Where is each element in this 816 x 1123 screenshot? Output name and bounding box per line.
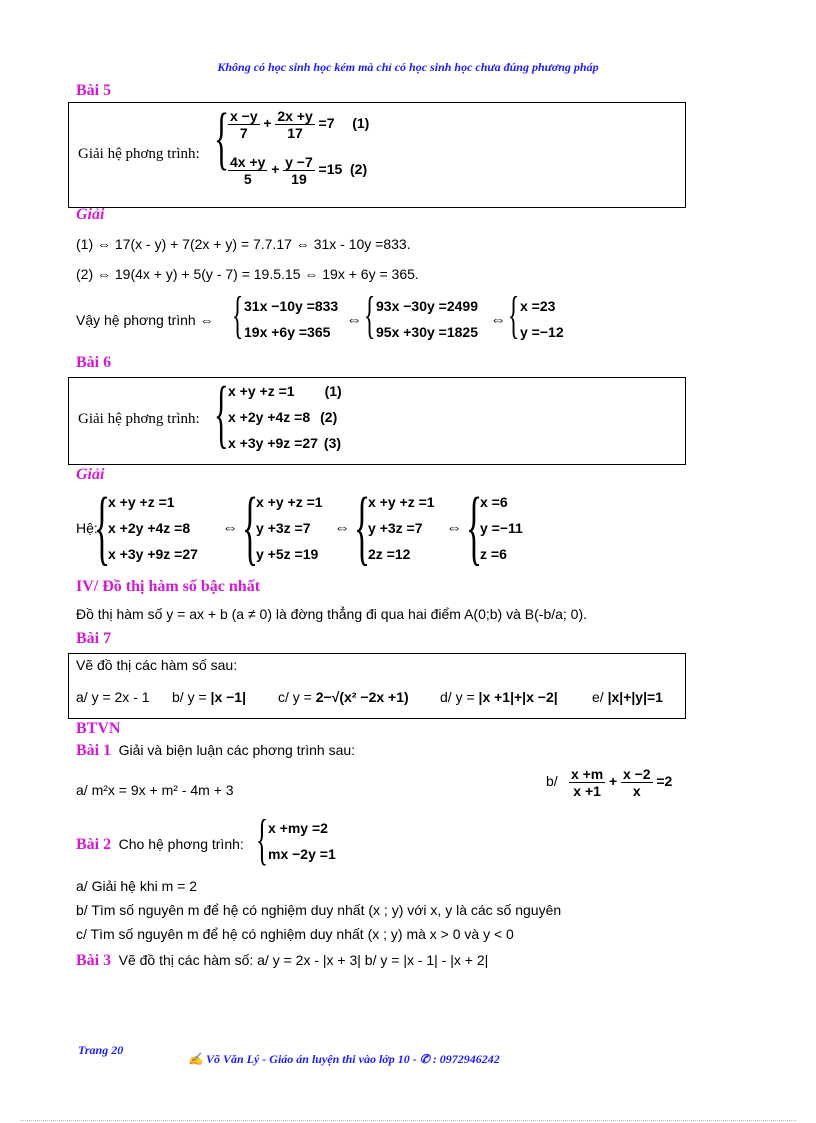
- sys2-line1: 93x −30y =2499: [376, 298, 478, 314]
- bai5-title: Bài 5: [76, 82, 112, 99]
- btvn-bai1: Bài 1 Giải và biện luận các phơng trình sau:: [76, 742, 356, 759]
- footer-divider: [20, 1120, 796, 1121]
- bai5-step2: (2) ⇔ 19(4x + y) + 5(y - 7) = 19.5.15 ⇔ 19x + 6y = 365.: [76, 266, 419, 282]
- btvn-title: BTVN: [76, 720, 121, 737]
- sys3-line1: x =23: [520, 298, 556, 314]
- btvn-bai2-a: a/ Giải hệ khi m = 2: [76, 878, 198, 894]
- brace: {: [364, 287, 376, 344]
- equiv: ⇔: [490, 312, 506, 329]
- equiv: ⇔: [346, 312, 362, 329]
- bai6-giai: Giải: [76, 466, 105, 483]
- bai6-e3: x +3y +9z =27 (3): [228, 435, 342, 451]
- he-d1: x =6: [480, 494, 508, 510]
- brace: {: [508, 287, 520, 344]
- btvn-bai1-b: b/ $\frac{x +m}{x +1}$ + $\frac{x -2}{x}$ =2: [546, 766, 673, 799]
- page-header: Không có học sinh học kém mà chỉ có học sinh học chưa đúng phương pháp: [217, 60, 599, 74]
- bai7-e: e/ |x|+|y|=1: [592, 689, 663, 705]
- brace: {: [214, 372, 229, 456]
- btvn-bai1-a: a/ m²x = 9x + m² - 4m + 3: [76, 782, 234, 798]
- brace: {: [354, 481, 371, 574]
- bai5-giai: Giải: [76, 206, 105, 223]
- sys2-line2: 95x +30y =1825: [376, 324, 478, 340]
- bai7-c: c/ y = 2−√(x² −2x +1): [278, 689, 409, 705]
- he-a3: x +3y +9z =27: [108, 546, 198, 562]
- bai5-prompt: Giải hệ phơng trình:: [78, 146, 200, 162]
- brace: {: [94, 481, 111, 574]
- btvn-bai2-c: c/ Tìm số nguyên m để hệ có nghiệm duy nhất (x ; y) mà x > 0 và y < 0: [76, 926, 514, 942]
- section4-title: IV/ Đồ thị hàm số bậc nhất: [76, 578, 261, 595]
- he-d3: z =6: [480, 546, 507, 562]
- bai7-a: a/ y = 2x - 1: [76, 689, 150, 705]
- bai7-d: d/ y = |x +1|+|x −2|: [440, 689, 558, 705]
- brace: {: [232, 287, 244, 344]
- section4-text: Đồ thị hàm số y = ax + b (a ≠ 0) là đờng thẳng đi qua hai điểm A(0;b) và B(-b/a; 0).: [76, 606, 588, 622]
- bai5-step1: (1) ⇔ 17(x - y) + 7(2x + y) = 7.7.17 ⇔ 31x - 10y =833.: [76, 236, 411, 252]
- he-d2: y =−11: [480, 520, 523, 536]
- bai6-title: Bài 6: [76, 354, 112, 371]
- he-a2: x +2y +4z =8: [108, 520, 191, 536]
- btvn-bai3: Bài 3 Vẽ đồ thị các hàm số: a/ y = 2x - |x + 3| b/ y = |x - 1| - |x + 2|: [76, 952, 489, 969]
- he-b2: y +3z =7: [256, 520, 311, 536]
- bai5-eq2: $\frac{4x +y}{5}$ + $\frac{y -7}{19}$ =15 (2): [230, 154, 368, 187]
- sys3-line2: y =−12: [520, 324, 564, 340]
- bai6-prompt: Giải hệ phơng trình:: [78, 411, 200, 427]
- btvn-bai2: Bài 2 Cho hệ phơng trình:: [76, 836, 244, 853]
- he-a1: x +y +z =1: [108, 494, 175, 510]
- he-b3: y +5z =19: [256, 546, 319, 562]
- brace: {: [242, 481, 259, 574]
- sys1-line1: 31x −10y =833: [244, 298, 339, 314]
- bai5-vay: Vậy hệ phơng trình ⇔: [76, 312, 214, 328]
- bai2-e2: mx −2y =1: [268, 846, 336, 862]
- equiv: ⇔: [334, 520, 350, 537]
- he-b1: x +y +z =1: [256, 494, 323, 510]
- bai6-e2: x +2y +4z =8 (2): [228, 409, 338, 425]
- footer-credit: ✍ Võ Văn Lý - Giáo án luyện thi vào lớp 10 - ✆ : 0972946242: [188, 1052, 500, 1066]
- bai7-title: Bài 7: [76, 630, 112, 647]
- he-c3: 2z =12: [368, 546, 411, 562]
- he-c1: x +y +z =1: [368, 494, 435, 510]
- brace: {: [256, 809, 269, 871]
- bai6-he: Hệ:: [76, 520, 98, 536]
- bai5-eq1: $\frac{x -y}{7}$ + $\frac{2x +y}{17}$ =7 (1): [230, 108, 370, 141]
- equiv: ⇔: [222, 520, 238, 537]
- sys1-line2: 19x +6y =365: [244, 324, 331, 340]
- bai5-brace: {: [214, 100, 230, 177]
- bai2-e1: x +my =2: [268, 820, 328, 836]
- brace: {: [466, 481, 483, 574]
- equiv: ⇔: [446, 520, 462, 537]
- page-number: Trang 20: [78, 1043, 124, 1057]
- bai7-b: b/ y = |x −1|: [172, 689, 247, 705]
- btvn-bai2-b: b/ Tìm số nguyên m để hệ có nghiệm duy nhất (x ; y) với x, y là các số nguyên: [76, 902, 562, 918]
- he-c2: y +3z =7: [368, 520, 423, 536]
- bai6-e1: x +y +z =1 (1): [228, 383, 342, 399]
- bai7-prompt: Vẽ đồ thị các hàm số sau:: [76, 657, 238, 673]
